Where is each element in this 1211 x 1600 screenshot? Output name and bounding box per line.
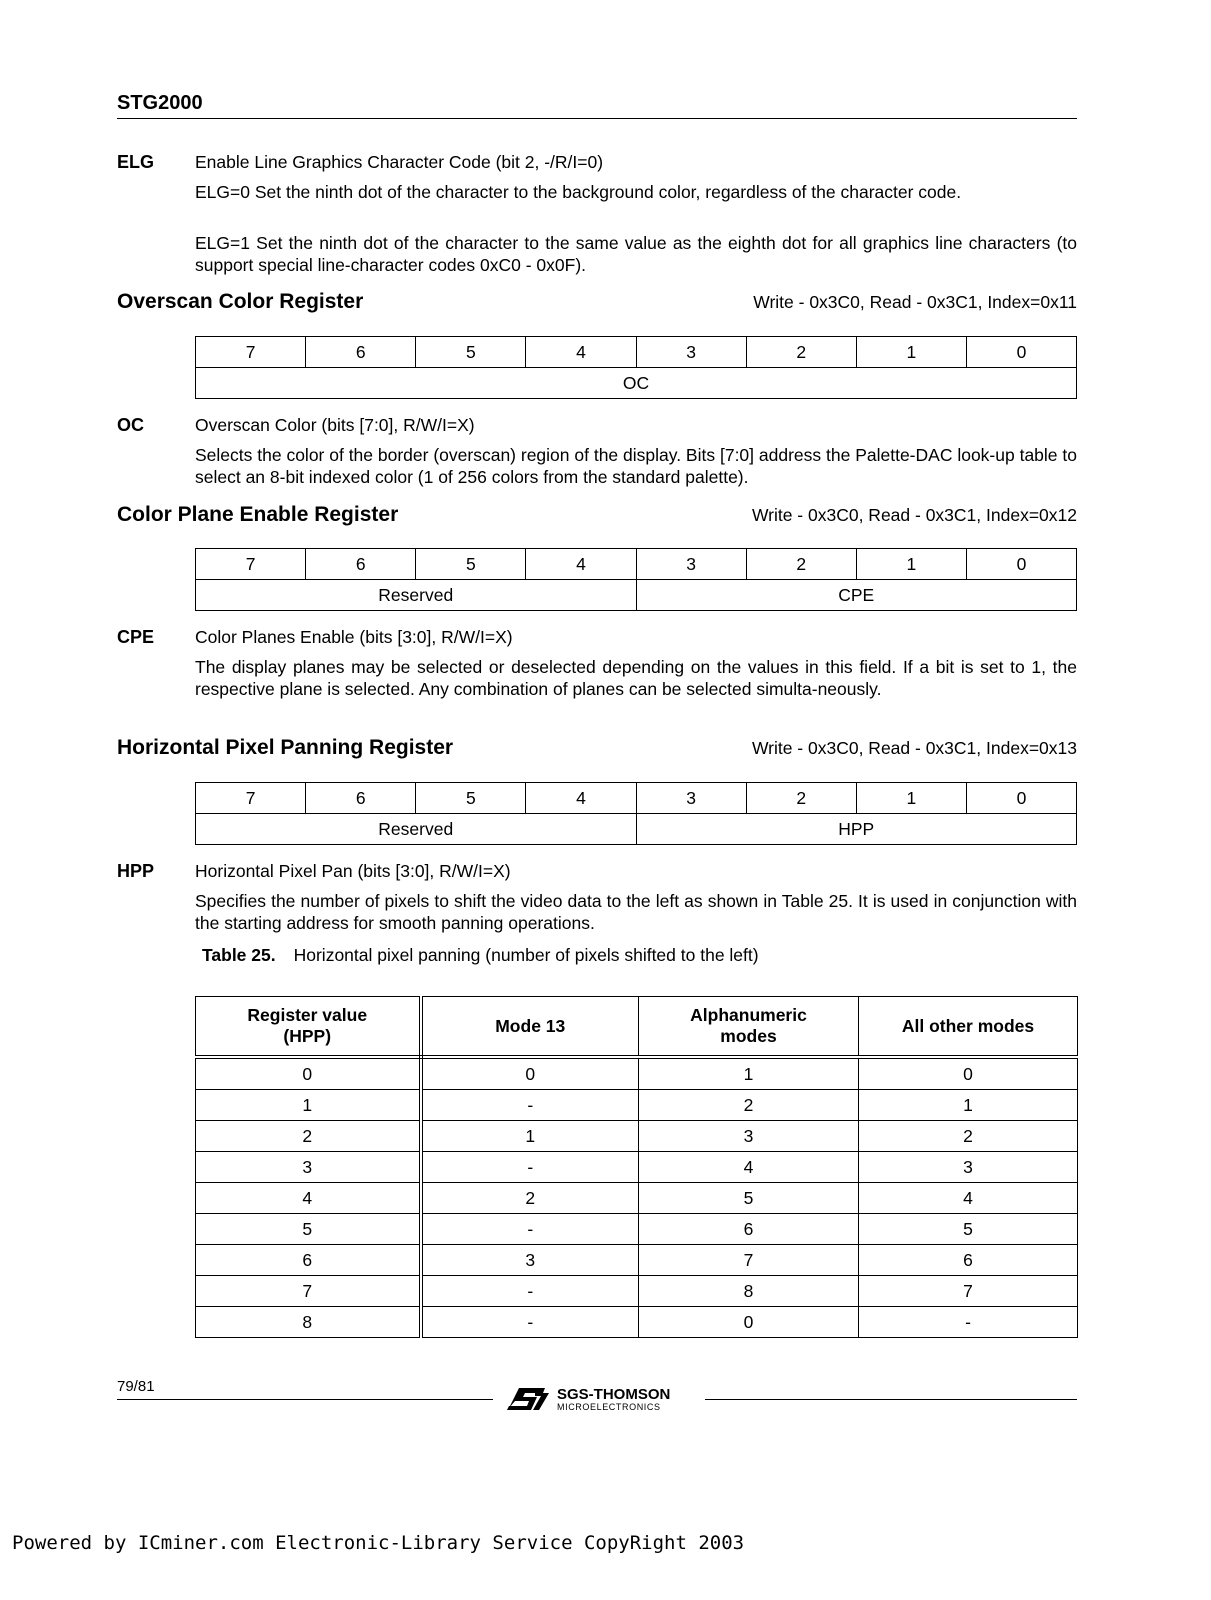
powered-by-notice: Powered by ICminer.com Electronic-Library Service CopyRight 2003 <box>12 1532 745 1554</box>
bit-0: 0 <box>966 337 1076 368</box>
bit-4: 4 <box>526 783 636 814</box>
bit-5: 5 <box>416 337 526 368</box>
cpe-address: Write - 0x3C0, Read - 0x3C1, Index=0x12 <box>751 505 1077 525</box>
bit-1: 1 <box>856 783 966 814</box>
table-cell: 0 <box>196 1057 421 1090</box>
bit-5: 5 <box>416 783 526 814</box>
bit-5: 5 <box>416 549 526 580</box>
table-cell: 3 <box>421 1245 639 1276</box>
table-cell: 0 <box>639 1307 859 1338</box>
table-cell: 6 <box>639 1214 859 1245</box>
table-cell: 1 <box>196 1090 421 1121</box>
table-cell: 1 <box>421 1121 639 1152</box>
table-cell: - <box>859 1307 1078 1338</box>
table-body <box>196 1057 1078 1338</box>
table-cell: 2 <box>421 1183 639 1214</box>
cpe-desc-title: Color Planes Enable (bits [3:0], R/W/I=X) <box>195 627 513 647</box>
table-row <box>196 1307 1078 1338</box>
table-header-row <box>196 997 1078 1058</box>
bit-6: 6 <box>306 337 416 368</box>
table-25 <box>195 996 1078 1338</box>
st-logo-icon <box>507 1388 549 1410</box>
hpp-desc-title: Horizontal Pixel Pan (bits [3:0], R/W/I=X) <box>195 861 511 881</box>
oc-desc-title: Overscan Color (bits [7:0], R/W/I=X) <box>195 415 475 435</box>
field-reserved: Reserved <box>196 814 637 845</box>
bit-3: 3 <box>636 783 746 814</box>
table-cell: 4 <box>196 1183 421 1214</box>
bit-3: 3 <box>636 337 746 368</box>
bit-2: 2 <box>746 783 856 814</box>
bit-6: 6 <box>306 549 416 580</box>
field-row <box>196 580 1077 611</box>
table-row <box>196 1090 1078 1121</box>
table-row <box>196 1121 1078 1152</box>
field-row <box>196 368 1077 399</box>
cpe-desc: The display planes may be selected or deselected depending on the values in this field. If a bit is set to 1, the respective plane is selected. Any combination of planes can be selected simulta-neously. <box>195 657 1077 699</box>
table-cell: 6 <box>859 1245 1078 1276</box>
table-cell: 3 <box>639 1121 859 1152</box>
table-cell: 3 <box>196 1152 421 1183</box>
table-row <box>196 1057 1078 1090</box>
table-cell: 5 <box>639 1183 859 1214</box>
table-cell: - <box>421 1214 639 1245</box>
col-header-register-value: Register value (HPP) <box>196 997 421 1058</box>
hpp-desc: Specifies the number of pixels to shift the video data to the left as shown in Table 25. It is used in conjunction with the starting address for smooth panning operations. <box>195 891 1077 933</box>
table-cell: 4 <box>859 1183 1078 1214</box>
page-number: 79/81 <box>117 1378 155 1395</box>
field-cpe: CPE <box>636 580 1077 611</box>
bit-7: 7 <box>196 337 306 368</box>
table-cell: - <box>421 1152 639 1183</box>
elg-p1: ELG=1 Set the ninth dot of the character to the same value as the eighth dot for all graphics line characters (to support special line-character codes 0xC0 - 0x0F). <box>195 233 1077 275</box>
hpp-address: Write - 0x3C0, Read - 0x3C1, Index=0x13 <box>751 738 1077 758</box>
footer-rule-right <box>705 1399 1077 1400</box>
table-cell: 5 <box>196 1214 421 1245</box>
field-hpp: HPP <box>636 814 1077 845</box>
table-cell: 1 <box>859 1090 1078 1121</box>
bit-1: 1 <box>856 337 966 368</box>
table-cell: 4 <box>639 1152 859 1183</box>
overscan-address: Write - 0x3C0, Read - 0x3C1, Index=0x11 <box>753 292 1077 312</box>
bit-4: 4 <box>526 549 636 580</box>
overscan-section-title: Overscan Color Register <box>117 290 364 313</box>
table-cell: 3 <box>859 1152 1078 1183</box>
table-cell: 7 <box>196 1276 421 1307</box>
table-cell: 5 <box>859 1214 1078 1245</box>
cpe-register-diagram <box>195 548 1077 611</box>
hpp-section-title: Horizontal Pixel Panning Register <box>117 736 454 759</box>
col-header-mode-13: Mode 13 <box>421 997 639 1058</box>
table-cell: - <box>421 1090 639 1121</box>
oc-term: OC <box>117 415 144 435</box>
table-cell: 0 <box>421 1057 639 1090</box>
field-reserved: Reserved <box>196 580 637 611</box>
table-cell: 8 <box>196 1307 421 1338</box>
col-header-alphanumeric: Alphanumeric modes <box>639 997 859 1058</box>
elg-p0: ELG=0 Set the ninth dot of the character to the background color, regardless of the character code. <box>195 182 962 202</box>
bit-7: 7 <box>196 783 306 814</box>
table-cell: 0 <box>859 1057 1078 1090</box>
table-cell: 8 <box>639 1276 859 1307</box>
cpe-section-title: Color Plane Enable Register <box>117 503 399 526</box>
overscan-register-diagram <box>195 336 1077 399</box>
table-cell: 2 <box>639 1090 859 1121</box>
table-cell: 7 <box>639 1245 859 1276</box>
table-25-caption <box>202 945 759 966</box>
field-oc: OC <box>196 368 1077 399</box>
table-cell: 1 <box>639 1057 859 1090</box>
table-cell: 2 <box>196 1121 421 1152</box>
table-cell: - <box>421 1307 639 1338</box>
bit-0: 0 <box>966 549 1076 580</box>
table-25-caption-text: Horizontal pixel panning (number of pixels shifted to the left) <box>293 945 759 965</box>
table-cell: 7 <box>859 1276 1078 1307</box>
table-25-label: Table 25. <box>202 945 276 965</box>
field-row <box>196 814 1077 845</box>
cpe-term: CPE <box>117 627 155 647</box>
table-cell: - <box>421 1276 639 1307</box>
footer-rule-left <box>117 1399 493 1400</box>
bit-0: 0 <box>966 783 1076 814</box>
bit-2: 2 <box>746 549 856 580</box>
st-logo <box>505 1384 700 1414</box>
table-row <box>196 1245 1078 1276</box>
table-row <box>196 1152 1078 1183</box>
bit-number-row <box>196 549 1077 580</box>
hpp-register-diagram <box>195 782 1077 845</box>
oc-desc: Selects the color of the border (overscan) region of the display. Bits [7:0] address the Palette-DAC look-up table to select an 8-bit indexed color (1 of 256 colors from the standard palette). <box>195 445 1077 487</box>
document-title: STG2000 <box>117 92 203 114</box>
elg-term: ELG <box>117 152 155 172</box>
col-header-all-other: All other modes <box>859 997 1078 1058</box>
table-row <box>196 1183 1078 1214</box>
table-cell: 2 <box>859 1121 1078 1152</box>
hpp-term: HPP <box>117 861 155 881</box>
table-row <box>196 1276 1078 1307</box>
bit-6: 6 <box>306 783 416 814</box>
bit-7: 7 <box>196 549 306 580</box>
logo-subtext: MICROELECTRONICS <box>557 1402 661 1412</box>
table-row <box>196 1214 1078 1245</box>
bit-2: 2 <box>746 337 856 368</box>
table-cell: 6 <box>196 1245 421 1276</box>
header-rule <box>117 118 1077 119</box>
bit-number-row <box>196 783 1077 814</box>
bit-3: 3 <box>636 549 746 580</box>
bit-number-row <box>196 337 1077 368</box>
bit-1: 1 <box>856 549 966 580</box>
bit-4: 4 <box>526 337 636 368</box>
logo-text: SGS-THOMSON <box>557 1386 671 1403</box>
elg-title: Enable Line Graphics Character Code (bit 2, -/R/I=0) <box>195 152 604 172</box>
